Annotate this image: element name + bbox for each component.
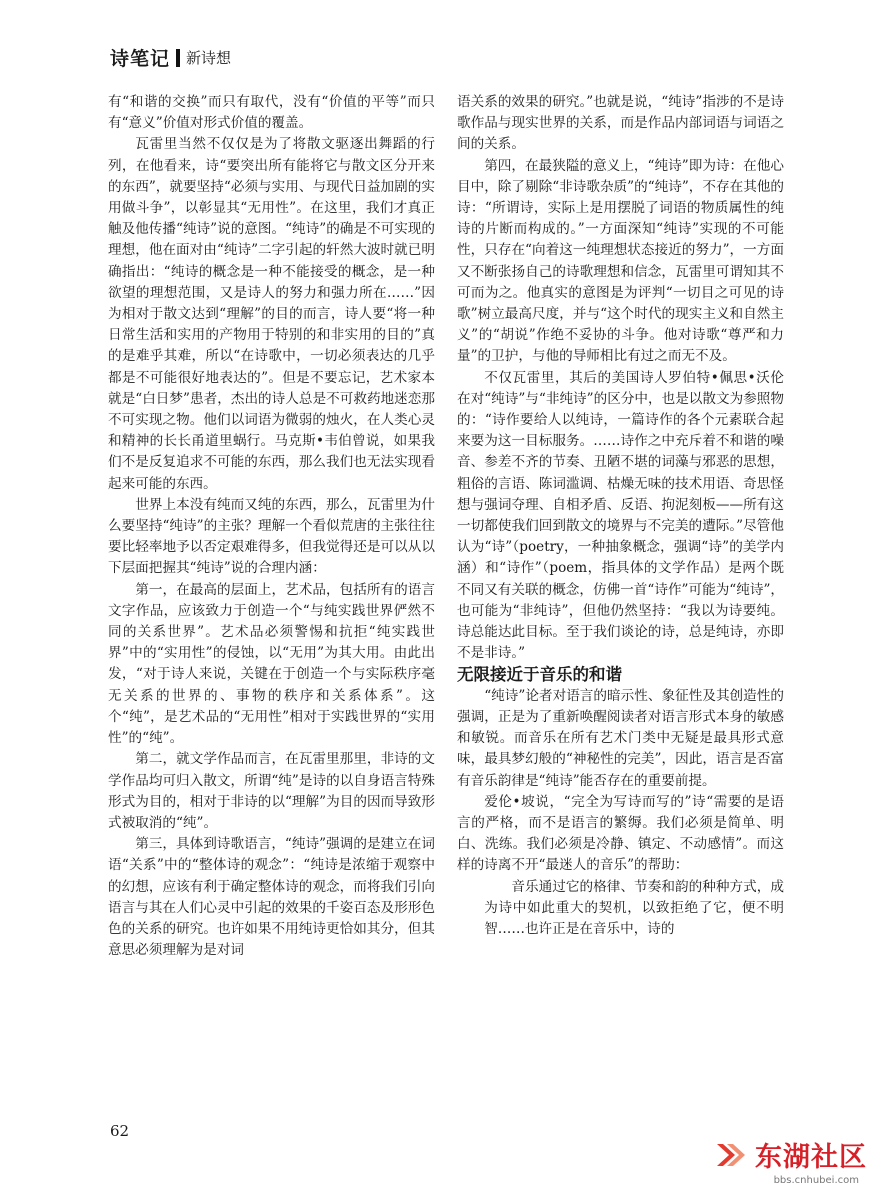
column-brand: 诗笔记 <box>110 48 171 70</box>
paragraph: 不仅瓦雷里，其后的美国诗人罗伯特•佩思•沃伦在对“纯诗”与“非纯诗”的区分中，也是以散文为参照物的：“诗作要给人以纯诗，一篇诗作的各个元素联合起来要为这一目标服务。……诗作之中充斥着不和谐的噪音、参差不齐的节奏、丑陋不堪的词藻与邪恶的思想，粗俗的言语、陈词滥调、枯燥无味的技术用语、奇思怪想与强词夺理、自相矛盾、反语、拘泥刻板——所有这一切都使我们回到散文的境界与不完美的遭际。”尽管他认为“诗”（poetry，一种抽象概念，强调“诗”的美学内涵）和“诗作”（poem，指具体的文学作品）是两个既不同又有关联的概念，仿佛一首“诗作”可能为“纯诗”，也可能为“非纯诗”，但他仍然坚持：“我以为诗要纯。诗总能达此目标。至于我们谈论的诗，总是纯诗，亦即不是非诗。” <box>457 369 784 662</box>
watermark-name: 东湖社区 <box>755 1142 867 1173</box>
watermark-logo-icon <box>713 1140 749 1170</box>
paragraph: 音乐通过它的格律、节奏和韵的种种方式，成为诗中如此重大的契机，以致拒绝了它，便不明智……也许正是在音乐中，诗的 <box>484 878 784 937</box>
paragraph: 瓦雷里当然不仅仅是为了将散文驱逐出舞蹈的行列，在他看来，诗“要突出所有能将它与散文区分开来的东西”，就要坚持“必须与实用、与现代日益加剧的实用做斗争”，以彰显其“无用性”。在这里，我们才真正触及他传播“纯诗”说的意图。“纯诗”的确是不可实现的理想，他在面对由“纯诗”二字引起的轩然大波时就已明确指出：“纯诗的概念是一种不能接受的概念，是一种欲望的理想范围，又是诗人的努力和强力所在……”因为相对于散文达到“理解”的目的而言，诗人要“将一种日常生活和实用的产物用于特别的和非实用的目的”真的是难乎其难，所以“在诗歌中，一切必须表达的几乎都是不可能很好地表达的”。但是不要忘记，艺术家本就是“白日梦”患者，杰出的诗人总是不可救药地迷恋那不可实现之物。他们以词语为微弱的烛火，在人类心灵和精神的长长甬道里蜗行。马克斯•韦伯曾说，如果我们不是反复追求不可能的东西，那么我们也无法实现看起来可能的东西。 <box>108 136 435 492</box>
paragraph: 世界上本没有纯而又纯的东西，那么，瓦雷里为什么要坚持“纯诗”的主张？理解一个看似荒唐的主张往往要比轻率地予以否定艰难得多，但我觉得还是可以从以下层面把握其“纯诗”说的合理内涵： <box>108 496 435 577</box>
paragraph: 爱伦•坡说，“完全为写诗而写的”诗“需要的是语言的严格，而不是语言的繁缛。我们必须是简单、明白、洗练。我们必须是冷静、镇定、不动感情”。而这样的诗离不开“最迷人的音乐”的帮助： <box>457 793 784 874</box>
column-section: 新诗想 <box>186 49 232 67</box>
paragraph: “纯诗”论者对语言的暗示性、象征性及其创造性的强调，正是为了重新唤醒阅读者对语言形式本身的敏感和敏锐。而音乐在所有艺术门类中无疑是最具形式意味，最具梦幻般的“神秘性的完美”，因此，语言是否富有音乐韵律是“纯诗”能否存在的重要前提。 <box>457 687 784 789</box>
right-column-top <box>457 92 784 664</box>
left-column <box>108 92 435 961</box>
header-divider <box>176 49 180 67</box>
right-column <box>457 92 784 940</box>
paragraph: 第二，就文学作品而言，在瓦雷里那里，非诗的文学作品均可归入散文，所谓“纯”是诗的以自身语言特殊形式为目的，相对于非诗的以“理解”为目的因而导致形式被取消的“纯”。 <box>108 751 435 831</box>
paragraph: 第三，具体到诗歌语言，“纯诗”强调的是建立在词语“关系”中的“整体诗的观念”：“纯诗是浓缩于观察中的幻想，应该有利于确定整体诗的观念，而将我们引向语言与其在人们心灵中引起的效果的千姿百态及形形色色的关系的研究。也许如果不用纯诗更恰如其分，但其意思必须理解为是对词 <box>108 836 435 959</box>
section-heading: 无限接近于音乐的和谐 <box>457 665 622 685</box>
paragraph: 语关系的效果的研究。”也就是说，“纯诗”指涉的不是诗歌作品与现实世界的关系，而是作品内部词语与词语之间的关系。 <box>457 94 784 153</box>
watermark-url: bbs.cnhubei.com <box>773 1175 859 1186</box>
site-watermark <box>713 1135 867 1186</box>
paragraph: 第四，在最狭隘的意义上，“纯诗”即为诗：在他心目中，除了剔除“非诗歌杂质”的“纯诗”，不存在其他的诗：“所谓诗，实际上是用摆脱了词语的物质属性的纯诗的片断而构成的。”一方面深知“纯诗”实现的不可能性，只存在“向着这一纯理想状态接近的努力”，一方面又不断张扬自己的诗歌理想和信念，瓦雷里可谓知其不可而为之。他真实的意图是为评判“一切目之可见的诗歌”树立最高尺度，并与“这个时代的现实主义和自然主义”的“胡说”作绝不妥协的斗争。他对诗歌“尊严和力量”的卫护，与他的导师相比有过之而无不及。 <box>457 157 784 365</box>
page-header <box>110 44 231 71</box>
paragraph: 有“和谐的交换”而只有取代，没有“价值的平等”而只有“意义”价值对形式价值的覆盖。 <box>108 94 435 132</box>
page-number: 62 <box>110 1122 130 1140</box>
right-column-bottom <box>457 686 784 940</box>
paragraph: 第一，在最高的层面上，艺术品，包括所有的语言文字作品，应该致力于创造一个“与纯实践世界俨然不同的关系世界”。艺术品必须警惕和抗拒“纯实践世界”中的“实用性”的侵蚀，以“无用”为其大用。由此出发，“对于诗人来说，关键在于创造一个与实际秩序毫无关系的世界的、事物的秩序和关系体系”。这个“纯”，是艺术品的“无用性”相对于实践世界的“实用性”的“纯”。 <box>108 581 435 747</box>
